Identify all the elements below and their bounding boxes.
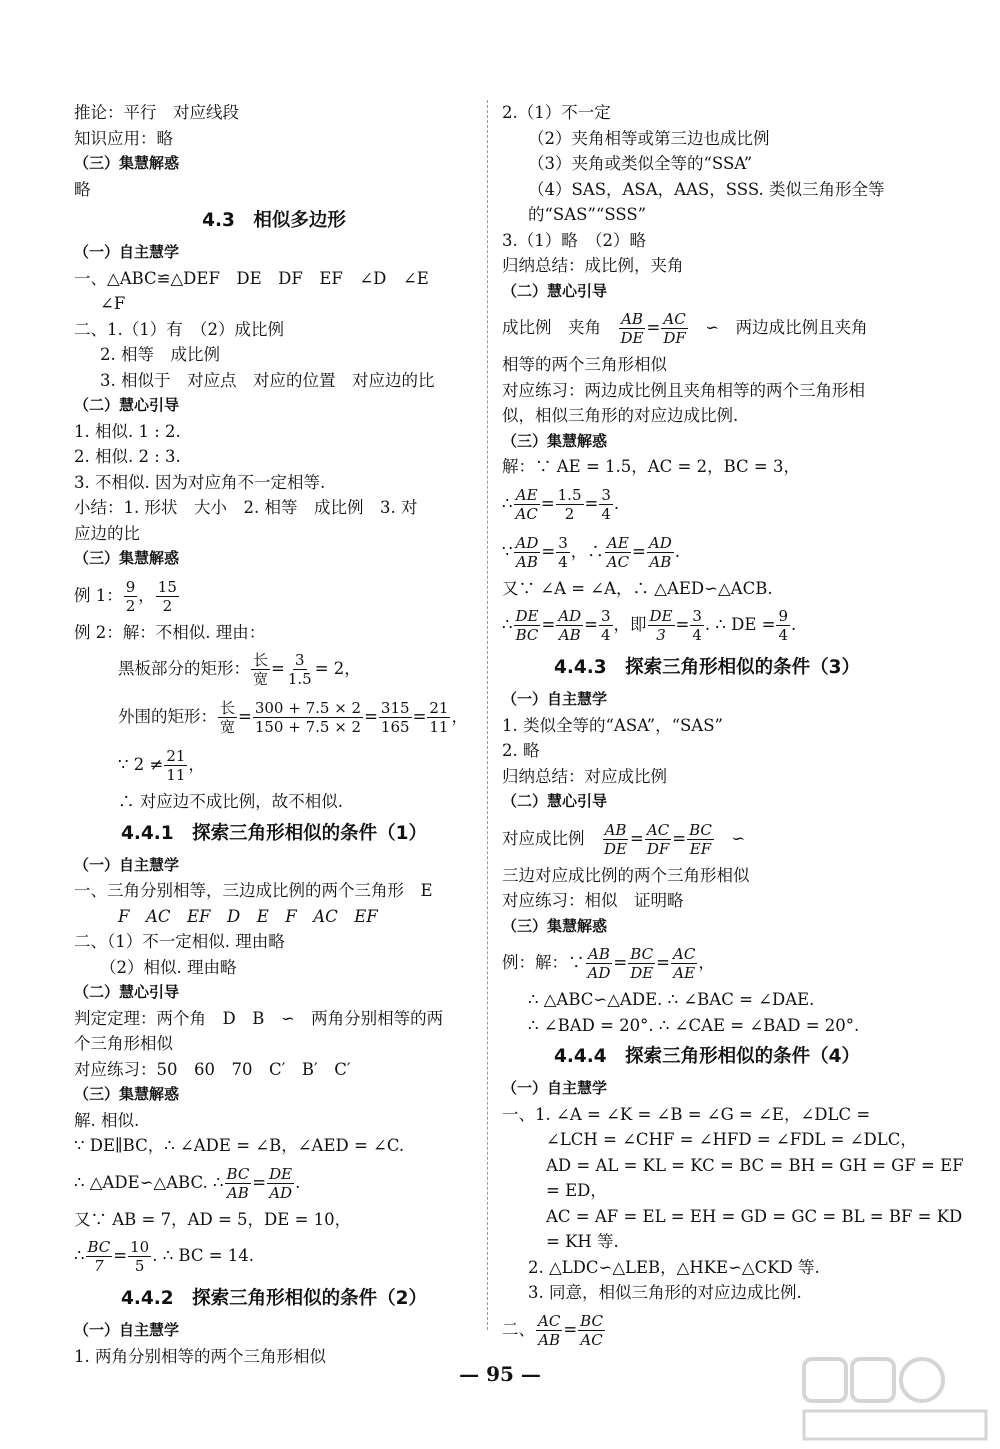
text: = bbox=[412, 707, 427, 726]
text-line: 一、三角分别相等，三边成比例的两个三角形 E bbox=[74, 881, 433, 900]
text: ，即 bbox=[613, 615, 647, 634]
fraction bbox=[556, 486, 584, 523]
text-line: 又∵ ∠A = ∠A，∴ △AED∽△ACB. bbox=[502, 578, 773, 598]
denominator: 165 bbox=[380, 718, 410, 736]
numerator: 10 bbox=[130, 1238, 150, 1256]
text-line: ∴ △ABC∽△ADE. ∴ ∠BAC = ∠DAE. bbox=[528, 990, 815, 1009]
text-line: 又∵ AB = 7，AD = 5，DE = 10， bbox=[74, 1209, 352, 1229]
denominator: 宽 bbox=[220, 718, 236, 736]
subsection-heading: （三）集慧解惑 bbox=[502, 916, 608, 935]
numerator: BC bbox=[689, 820, 712, 839]
numerator: 15 bbox=[157, 577, 177, 596]
fraction bbox=[647, 534, 674, 571]
fraction bbox=[124, 578, 138, 615]
example-1-line bbox=[74, 572, 474, 620]
text: ∴ △ADE∽△ABC. ∴ bbox=[74, 1172, 224, 1192]
watermark-logo bbox=[800, 1353, 990, 1443]
subsection-heading: （三）集慧解惑 bbox=[74, 549, 180, 567]
denominator: 2 bbox=[162, 596, 173, 615]
text-line: （3）夹角或类似全等的“SSA” bbox=[528, 154, 753, 173]
fraction bbox=[586, 945, 613, 982]
text-line: 相等的两个三角形相似 bbox=[502, 355, 667, 374]
denominator: DE bbox=[630, 964, 654, 982]
section-title: 4.4.2 探索三角形相似的条件（2） bbox=[120, 1288, 428, 1309]
subsection-heading: （一）自主慧学 bbox=[74, 243, 180, 261]
text-line: 似，相似三角形的对应边成比例. bbox=[502, 406, 739, 425]
denominator: 7 bbox=[94, 1257, 104, 1275]
text-line: 归纳总结：对应成比例 bbox=[502, 766, 667, 786]
numerator: 3 bbox=[295, 651, 305, 669]
denominator: DF bbox=[646, 839, 670, 858]
subsection-heading: （一）自主慧学 bbox=[502, 1079, 608, 1097]
proportion-line bbox=[74, 1159, 474, 1207]
fraction bbox=[605, 534, 631, 571]
fraction bbox=[602, 821, 629, 858]
fraction bbox=[628, 945, 655, 982]
text: 对应成比例 bbox=[502, 828, 585, 848]
denominator: 1.5 bbox=[287, 670, 312, 688]
numerator: DE bbox=[649, 607, 673, 625]
text-line: （4）SAS，ASA，AAS，SSS. 类似三角形全等 bbox=[528, 179, 885, 199]
proportion-line bbox=[502, 528, 912, 576]
fraction bbox=[286, 651, 314, 688]
text-line: 的“SAS”“SSS” bbox=[528, 205, 647, 224]
text-line: 应边的比 bbox=[74, 523, 140, 543]
text: = bbox=[541, 541, 556, 561]
fraction bbox=[86, 1238, 113, 1275]
text-line: F AC EF D E F AC EF bbox=[118, 906, 378, 926]
subsection-heading: （三）集慧解惑 bbox=[502, 431, 608, 450]
text-line: 1. 相似. 1 : 2. bbox=[74, 421, 181, 441]
text: ∴ bbox=[502, 493, 513, 513]
numerator: 3 bbox=[558, 533, 568, 552]
fraction bbox=[648, 607, 675, 644]
text: 例：解：∵ bbox=[502, 953, 585, 972]
denominator: AB bbox=[226, 1183, 249, 1202]
denominator: 宽 bbox=[253, 670, 269, 688]
text: ， bbox=[138, 585, 155, 605]
denominator: 4 bbox=[558, 552, 568, 571]
text: . bbox=[295, 1172, 301, 1192]
text-line: 对应练习：两边成比例且夹角相等的两个三角形相 bbox=[502, 380, 865, 400]
denominator: DE bbox=[620, 329, 644, 347]
numerator: AC bbox=[673, 945, 696, 963]
text-line: 例 2：解：不相似. 理由： bbox=[74, 622, 266, 642]
denominator: AD bbox=[269, 1183, 293, 1202]
numerator: 9 bbox=[778, 607, 789, 625]
proportion-line bbox=[502, 1306, 912, 1354]
fraction bbox=[427, 699, 450, 736]
denominator: AC bbox=[515, 504, 538, 523]
denominator: 4 bbox=[601, 626, 611, 644]
text: . ∴ DE = bbox=[704, 615, 776, 634]
guide-line bbox=[502, 304, 912, 352]
outer-ratio-line bbox=[74, 693, 474, 741]
text: . ∴ BC = 14. bbox=[152, 1246, 255, 1265]
subsection-heading: （一）自主慧学 bbox=[74, 855, 180, 874]
denominator: AC bbox=[606, 552, 630, 571]
fraction bbox=[619, 310, 646, 347]
text-line: 3.（1）略 （2）略 bbox=[502, 230, 646, 250]
text-line: AD = AL = KL = KC = BC = BH = GH = GF = EF bbox=[546, 1155, 964, 1175]
numerator: AC bbox=[663, 310, 686, 328]
text: ， bbox=[451, 707, 468, 726]
text-line: （2）相似. 理由略 bbox=[100, 957, 237, 977]
numerator: BC bbox=[87, 1238, 111, 1256]
text-line: 对应练习：相似 证明略 bbox=[502, 891, 684, 910]
text-line: 2. 相等 成比例 bbox=[100, 345, 220, 364]
text-line: 一、1. ∠A = ∠K = ∠B = ∠G = ∠E，∠DLC = bbox=[502, 1104, 871, 1124]
denominator: 4 bbox=[601, 504, 611, 523]
denominator: 3 bbox=[656, 626, 666, 644]
text-line: 2. 略 bbox=[502, 741, 540, 760]
subsection-heading: （一）自主慧学 bbox=[502, 690, 608, 708]
denominator: AB bbox=[558, 626, 581, 644]
text: = bbox=[629, 828, 644, 848]
denominator: AB bbox=[649, 552, 672, 571]
fraction bbox=[556, 534, 570, 571]
text: 黑板部分的矩形： bbox=[118, 659, 250, 678]
text: = bbox=[540, 493, 555, 513]
fraction bbox=[671, 945, 697, 982]
text-line: 小结：1. 形状 大小 2. 相等 成比例 3. 对 bbox=[74, 498, 418, 517]
numerator: 3 bbox=[692, 607, 702, 625]
fraction bbox=[578, 1312, 605, 1349]
numerator: BC bbox=[226, 1164, 250, 1183]
subsection-heading: （二）慧心引导 bbox=[74, 983, 180, 1001]
proportion-line bbox=[502, 480, 912, 528]
denominator: 11 bbox=[166, 766, 186, 784]
numerator: BC bbox=[580, 1311, 603, 1330]
text-line: 3. 同意，相似三角形的对应边成比例. bbox=[528, 1283, 802, 1302]
text: . bbox=[674, 541, 680, 561]
text: = bbox=[672, 828, 687, 848]
section-title: 4.3 相似多边形 bbox=[202, 210, 346, 231]
numerator: AB bbox=[621, 310, 643, 328]
fraction bbox=[661, 310, 687, 347]
text-line: = ED， bbox=[546, 1181, 607, 1200]
text-line: = KH 等. bbox=[546, 1232, 619, 1251]
numerator: 21 bbox=[166, 747, 186, 765]
text: 例 1： bbox=[74, 585, 123, 605]
text: = bbox=[364, 707, 378, 726]
text-line: 三边对应成比例的两个三角形相似 bbox=[502, 865, 750, 885]
fraction bbox=[536, 1312, 562, 1349]
numerator: AD bbox=[558, 607, 582, 625]
fraction bbox=[556, 607, 583, 644]
numerator: AC bbox=[646, 820, 670, 839]
text-line: 一、△ABC≌△DEF DE DF EF ∠D ∠E bbox=[74, 268, 429, 288]
fraction bbox=[156, 578, 179, 615]
numerator: 21 bbox=[429, 699, 449, 717]
text-line: 3. 相似于 对应点 对应的位置 对应边的比 bbox=[100, 370, 435, 390]
subsection-heading: （二）慧心引导 bbox=[502, 281, 608, 300]
text-line: 2. 相似. 2 : 3. bbox=[74, 447, 181, 466]
text: . bbox=[791, 615, 797, 634]
denominator: EF bbox=[689, 839, 712, 858]
section-title: 4.4.3 探索三角形相似的条件（3） bbox=[553, 657, 861, 678]
subsection-heading: （一）自主慧学 bbox=[74, 1321, 180, 1339]
fraction bbox=[690, 607, 704, 644]
numerator: 3 bbox=[601, 485, 611, 504]
denominator: DE bbox=[604, 839, 627, 858]
text-line: 判定定理：两个角 D B ∽ 两角分别相等的两 bbox=[74, 1008, 444, 1028]
text: 二、 bbox=[502, 1319, 535, 1339]
denominator: 4 bbox=[778, 626, 789, 644]
page-number: — 95 — bbox=[459, 1362, 541, 1386]
text-line: 二、1.（1）有 （2）成比例 bbox=[74, 319, 284, 339]
proportion-line bbox=[74, 1232, 474, 1280]
fraction bbox=[253, 699, 363, 736]
numerator: 3 bbox=[601, 607, 611, 625]
text: = bbox=[541, 615, 556, 634]
fraction bbox=[776, 607, 790, 644]
text: = bbox=[563, 1319, 578, 1339]
text: = bbox=[646, 318, 661, 337]
right-column bbox=[502, 100, 964, 1354]
text-line: 推论：平行 对应线段 bbox=[74, 103, 239, 122]
text: = bbox=[613, 953, 628, 972]
text: = bbox=[632, 541, 646, 561]
denominator: 11 bbox=[429, 718, 449, 736]
numerator: 9 bbox=[125, 577, 136, 596]
fraction bbox=[379, 699, 412, 736]
text-line: 个三角形相似 bbox=[74, 1034, 173, 1053]
text: = bbox=[584, 493, 599, 513]
numerator: AD bbox=[648, 533, 672, 552]
text-line: 1. 两角分别相等的两个三角形相似 bbox=[74, 1346, 326, 1366]
section-title: 4.4.1 探索三角形相似的条件（1） bbox=[120, 822, 428, 844]
text: = 2， bbox=[314, 659, 361, 678]
numerator: DE bbox=[515, 607, 539, 625]
text-line: 解：∵ AE = 1.5，AC = 2，BC = 3， bbox=[502, 457, 800, 476]
text: ∵ bbox=[502, 541, 513, 561]
denominator: 2 bbox=[564, 504, 575, 523]
fraction bbox=[599, 486, 613, 523]
text-line: ∴ ∠BAD = 20°. ∴ ∠CAE = ∠BAD = 20°. bbox=[528, 1015, 860, 1035]
numerator: 315 bbox=[380, 699, 410, 717]
example-line bbox=[502, 939, 912, 987]
text: ∽ 两边成比例且夹角 bbox=[705, 318, 868, 337]
numerator: BC bbox=[630, 945, 654, 963]
text: ， bbox=[698, 953, 715, 972]
denominator: AE bbox=[673, 964, 696, 982]
text-line: ∴ 对应边不成比例，故不相似. bbox=[118, 792, 343, 811]
text-line: 归纳总结：成比例，夹角 bbox=[502, 256, 684, 275]
fraction bbox=[128, 1238, 151, 1275]
numerator: AE bbox=[515, 485, 538, 504]
denominator: AB bbox=[516, 552, 538, 571]
numerator: 300 + 7.5 × 2 bbox=[254, 699, 362, 717]
text: ∵ 2 ≠ bbox=[118, 755, 164, 774]
text: ，∴ bbox=[570, 541, 604, 561]
text: = bbox=[113, 1246, 128, 1265]
subsection-heading: （三）集慧解惑 bbox=[74, 1085, 180, 1103]
text-line: 二、（1）不一定相似. 理由略 bbox=[74, 932, 285, 951]
denominator: 2 bbox=[125, 596, 136, 615]
text-line: 3. 不相似. 因为对应角不一定相等. bbox=[74, 472, 326, 492]
text: = bbox=[238, 707, 252, 726]
text-line: ∠LCH = ∠CHF = ∠HFD = ∠FDL = ∠DLC， bbox=[546, 1130, 917, 1149]
subsection-heading: （二）慧心引导 bbox=[74, 396, 180, 414]
fraction bbox=[514, 534, 541, 571]
text-line: 略 bbox=[74, 179, 91, 199]
denominator: AB bbox=[538, 1330, 561, 1349]
numerator: AB bbox=[588, 945, 610, 963]
text-line: 解. 相似. bbox=[74, 1110, 140, 1130]
guide-line bbox=[502, 815, 912, 863]
numerator: AD bbox=[515, 533, 539, 552]
text-line: 2.（1）不一定 bbox=[502, 103, 611, 122]
fraction bbox=[599, 607, 613, 644]
denominator: 5 bbox=[134, 1257, 145, 1275]
text: = bbox=[656, 953, 670, 972]
text: = bbox=[271, 659, 285, 678]
denominator: 4 bbox=[692, 626, 702, 644]
text: . bbox=[613, 493, 620, 513]
numerator: AC bbox=[538, 1311, 561, 1330]
text: ∴ bbox=[502, 615, 513, 634]
text: ， bbox=[188, 755, 205, 774]
text-line: AC = AF = EL = EH = GD = GC = BL = BF = KD bbox=[546, 1206, 963, 1226]
fraction bbox=[164, 747, 187, 784]
text: = bbox=[675, 615, 690, 634]
numerator: 1.5 bbox=[557, 485, 582, 504]
denominator: DF bbox=[663, 329, 686, 347]
numerator: AB bbox=[604, 820, 627, 839]
text: = bbox=[252, 1172, 267, 1192]
denominator: BC bbox=[515, 626, 539, 644]
proportion-line bbox=[502, 601, 912, 649]
left-column bbox=[74, 100, 474, 1369]
fraction bbox=[687, 821, 714, 858]
text-line: 1. 类似全等的“ASA”，“SAS” bbox=[502, 715, 723, 735]
text-line: （2）夹角相等或第三边也成比例 bbox=[528, 128, 770, 148]
fraction bbox=[514, 607, 541, 644]
numerator: AE bbox=[606, 533, 629, 552]
text-line: ∠F bbox=[100, 294, 126, 313]
text-line: ∵ DE∥BC，∴ ∠ADE = ∠B，∠AED = ∠C. bbox=[74, 1136, 405, 1155]
numerator: 长 bbox=[220, 699, 236, 717]
text-line: 知识应用：略 bbox=[74, 128, 173, 148]
text: 外围的矩形： bbox=[118, 707, 217, 726]
fraction bbox=[514, 486, 540, 523]
fraction bbox=[225, 1165, 252, 1202]
blackboard-ratio-line bbox=[74, 645, 474, 693]
column-divider bbox=[487, 100, 488, 1330]
text: = bbox=[584, 615, 598, 634]
fraction bbox=[267, 1165, 294, 1202]
denominator: AD bbox=[587, 964, 611, 982]
numerator: 长 bbox=[253, 651, 269, 669]
text: 成比例 夹角 bbox=[502, 318, 601, 337]
text: ∽ bbox=[731, 828, 746, 848]
fraction bbox=[218, 699, 237, 736]
fraction bbox=[645, 821, 671, 858]
text-line: 对应练习：50 60 70 C′ B′ C′ bbox=[74, 1059, 351, 1079]
text-line: 2. △LDC∽△LEB，△HKE∽△CKD 等. bbox=[528, 1257, 820, 1277]
denominator: 150 + 7.5 × 2 bbox=[254, 718, 362, 736]
inequality-line bbox=[74, 741, 474, 789]
numerator: DE bbox=[269, 1164, 293, 1183]
section-title: 4.4.4 探索三角形相似的条件（4） bbox=[553, 1046, 861, 1067]
text: ∴ bbox=[74, 1246, 85, 1265]
denominator: AC bbox=[580, 1330, 603, 1349]
fraction bbox=[251, 651, 270, 688]
subsection-heading: （二）慧心引导 bbox=[502, 792, 608, 810]
subsection-heading: （三）集慧解惑 bbox=[74, 154, 180, 172]
